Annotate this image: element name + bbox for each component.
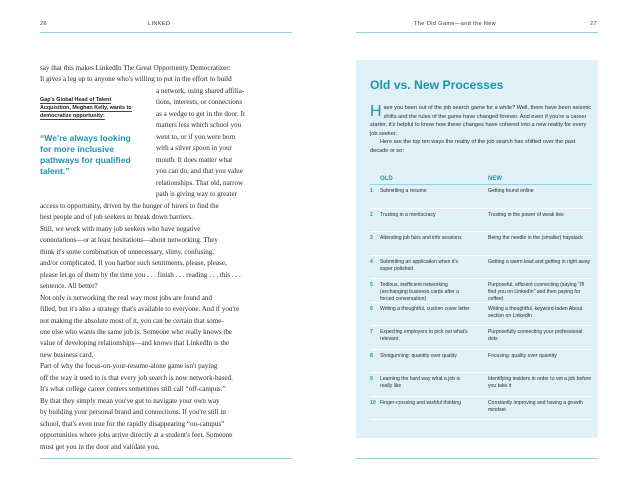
body-line: a network, using shared affilia- (156, 87, 245, 95)
table-body (370, 185, 592, 420)
new-process: Focusing: quality over quantity (488, 352, 557, 359)
intro-paragraph-2: Here are the top ten ways the reality of the job search has shifted over the past decade or so: (370, 139, 576, 154)
old-process: Writing a thoughtful, custom cover letter (380, 305, 470, 312)
new-process: Trusting in the power of weak ties (488, 211, 564, 218)
body-line: path is giving way to greater (156, 190, 237, 199)
body-line: off the way it used to is that every job search is now network-based. (40, 373, 233, 382)
row-number: 3 (370, 235, 373, 241)
body-line: not making the absolute most of it, you can be certain that some- (40, 316, 224, 325)
body-line: and/or complicated. If you harbor such sentiments, please, please, (40, 259, 227, 268)
body-line: It gives a leg up to anyone who's willing to put in the effort to build (40, 75, 232, 84)
running-head-left: LINKED (148, 21, 171, 27)
row-number: 4 (370, 258, 373, 265)
body-line: mouth. It does matter what (156, 155, 233, 164)
body-line: please let go of them by the time you . . . finish . . . reading . . . this . . . (40, 270, 241, 279)
body-line: with a silver spoon in your (156, 144, 232, 153)
body-top (40, 63, 294, 86)
row-number: 2 (370, 211, 373, 218)
intro-paragraph: Have you been out of the job search game for a while? Well, there have been seismic shifts and the rules of the game have changed forever. And even if you're a career starter, it's helpful to know how these changes have cohered into a new reality for every job seeker. (370, 103, 592, 137)
old-process: Attending job fairs and info sessions (380, 235, 462, 241)
table-row (370, 232, 592, 256)
footer-rule-right (356, 458, 598, 459)
row-number: 1 (370, 188, 373, 194)
body-line: Still, we work with many job seekers who have negative (40, 224, 201, 233)
body-line: best people and of job seekers to break down barriers. (40, 213, 193, 222)
quote-credit: Gap's Global Head of Talent Acquisition, Meghan Kelly, wants to democratize opportunity: (40, 97, 132, 120)
new-process: Purposefully connecting your professional dots (488, 329, 583, 342)
body-line: you can do, and that you value (156, 167, 243, 176)
old-process: Tedious, inefficient networking (exchanging business cards after a forced conversation) (380, 282, 459, 302)
comparison-table (370, 173, 592, 420)
old-process: Shotgunning: quantity over quality (380, 352, 457, 359)
table-row (370, 303, 592, 327)
sidebar-box (356, 60, 598, 438)
header-rule-left (40, 32, 292, 33)
pull-quote: “We're always looking for more inclusive pathways for qualified talent.” (40, 132, 131, 177)
body-line: relationships. That old, narrow (156, 178, 244, 187)
table-row (370, 185, 592, 209)
row-number: 8 (370, 352, 373, 359)
column-header-new: NEW (488, 175, 502, 182)
row-number: 5 (370, 282, 373, 288)
new-process: Constantly improving and having a growth mindset (488, 399, 583, 413)
table-row (370, 397, 592, 421)
body-line: Part of why the focus-on-your-resume-alone game isn't paying (40, 362, 218, 371)
row-number: 10 (370, 399, 376, 406)
table-row (370, 350, 592, 374)
new-process: Being the needle in the (smaller) haystack (488, 235, 583, 241)
body-line: sentence. All better? (40, 282, 98, 291)
new-process: Purposeful, efficient connecting (saying “I'll find you on LinkedIn” and then paying for coffee) (488, 282, 585, 302)
body-line: tions, interests, or connections (156, 98, 243, 107)
table-row (370, 256, 592, 280)
header-rule-right (356, 32, 598, 33)
table-row (370, 279, 592, 303)
box-intro (370, 104, 592, 156)
body-line: as a wedge to get in the door. It (156, 109, 245, 118)
body-line: think it's some combination of unnecessary, slimy, confusing, (40, 247, 215, 256)
body-line: access to opportunity, driven by the hunger of hirers to find the (40, 202, 219, 210)
body-line: By that they simply mean you've got to navigate your own way (40, 396, 220, 405)
row-number: 9 (370, 376, 373, 382)
old-process: Trusting in a meritocracy (380, 211, 436, 218)
old-process: Submitting a resume (380, 188, 427, 194)
body-line: filled, but it's also a strategy that's available to everyone. And if you're (40, 305, 240, 314)
body-line: matters less which school you (156, 121, 242, 130)
body-line: by building your personal brand and connections. If you're still in (40, 408, 226, 417)
footer-rule-left (40, 458, 292, 459)
new-process: Writing a thoughtful, keyword-laden About section on LinkedIn (488, 305, 583, 319)
table-row (370, 209, 592, 233)
table-row (370, 373, 592, 397)
pull-quote-sidebar (40, 96, 140, 177)
body-line: new business card. (40, 350, 94, 359)
body-line: must get you in the door and validate you. (40, 442, 160, 451)
row-number: 6 (370, 305, 373, 312)
body-line: Not only is networking the real way most jobs are found and (40, 293, 212, 302)
running-head-right: The Old Game—and the New (414, 21, 497, 27)
page-number-right: 27 (590, 21, 597, 27)
new-process: Getting a warm lead and getting in right away (488, 258, 591, 265)
box-title: Old vs. New Processes (370, 78, 504, 92)
body-line: school, that's even true for the rapidly disappearing “on-campus” (40, 419, 225, 428)
old-process: Finger-crossing and wishful thinking (380, 399, 461, 406)
row-number: 7 (370, 329, 373, 335)
body-line: opportunities where jobs arrive directly at a student's feet. Someone (40, 431, 233, 440)
new-process: Getting found online (488, 188, 534, 194)
drop-cap: H (370, 103, 382, 120)
body-wrap-column (156, 86, 294, 201)
body-main (40, 201, 294, 453)
page-number-left: 26 (40, 21, 47, 27)
new-process: Identifying insiders in order to vet a job before you take it (488, 376, 592, 389)
table-header (370, 173, 592, 185)
old-process: Learning the hard way what a job is really like (380, 376, 461, 389)
body-line: connotations—or at least hesitations—about networking. They (40, 236, 218, 245)
body-line: say that this makes LinkedIn The Great Opportunity Democratizer: (40, 64, 231, 72)
column-header-old: OLD (380, 175, 393, 182)
body-line: It's what college career centers sometimes still call “off-campus.” (40, 385, 226, 394)
body-line: went to, or if you were born (156, 132, 236, 141)
body-line: one else who wants the same job is. Someone who really knows the (40, 327, 233, 336)
old-process: Submitting an application when it's super polished (380, 258, 458, 272)
table-row (370, 326, 592, 350)
old-process: Expecting employers to pick out what's relevant (380, 329, 468, 342)
body-line: value of developing relationships—and knows that LinkedIn is the (40, 339, 230, 348)
